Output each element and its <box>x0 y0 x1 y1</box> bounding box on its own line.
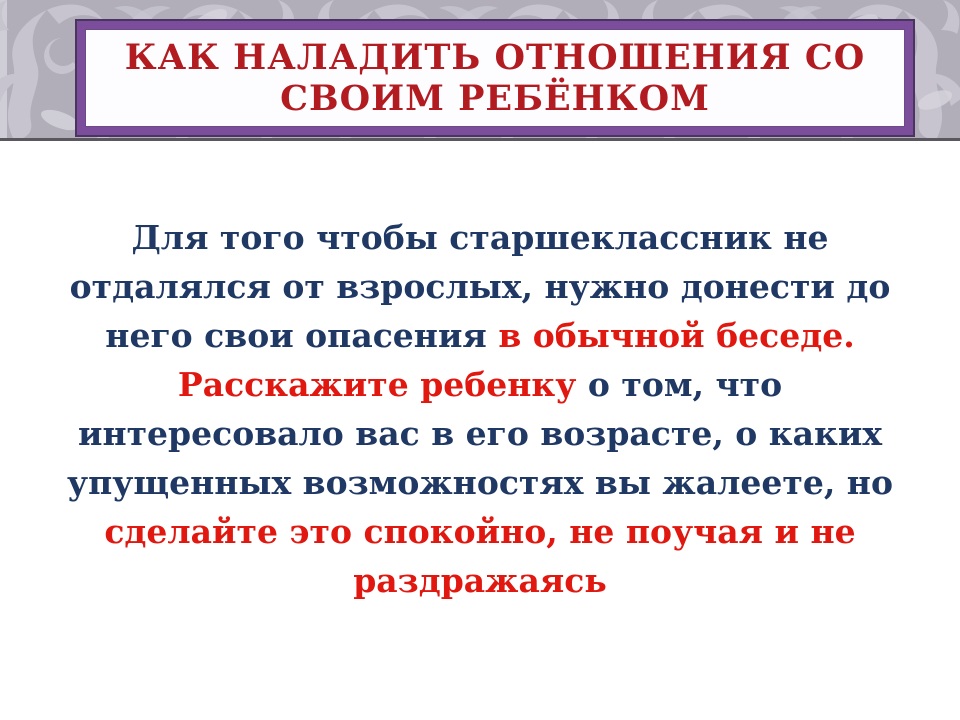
text-segment: него свои опасения <box>105 316 499 355</box>
body-line <box>40 311 920 360</box>
text-segment: отдалялся от взрослых, нужно донести до <box>69 267 891 306</box>
text-segment: Расскажите ребенку <box>177 365 588 404</box>
slide-title-line-2: СВОИМ РЕБЁНКОМ <box>280 78 710 119</box>
body-line <box>40 458 920 507</box>
body-line <box>40 360 920 409</box>
text-segment: упущенных возможностях вы жалеете, но <box>67 463 893 502</box>
separator-line <box>0 138 960 141</box>
body-line <box>40 507 920 556</box>
text-segment: интересовало вас в его возрасте, о каких <box>77 414 883 453</box>
body-text <box>40 213 920 605</box>
text-segment: Для того чтобы старшеклассник не <box>131 218 829 257</box>
text-segment: раздражаясь <box>353 561 607 600</box>
body-line <box>40 556 920 605</box>
slide-title-line-1: КАК НАЛАДИТЬ ОТНОШЕНИЯ СО <box>124 37 866 78</box>
body-line <box>40 213 920 262</box>
body-line <box>40 409 920 458</box>
body-line <box>40 262 920 311</box>
text-segment: сделайте это спокойно, не поучая и не <box>104 512 856 551</box>
title-box <box>77 21 913 135</box>
text-segment: в обычной беседе. <box>498 316 855 355</box>
text-segment: о том, что <box>587 365 783 404</box>
